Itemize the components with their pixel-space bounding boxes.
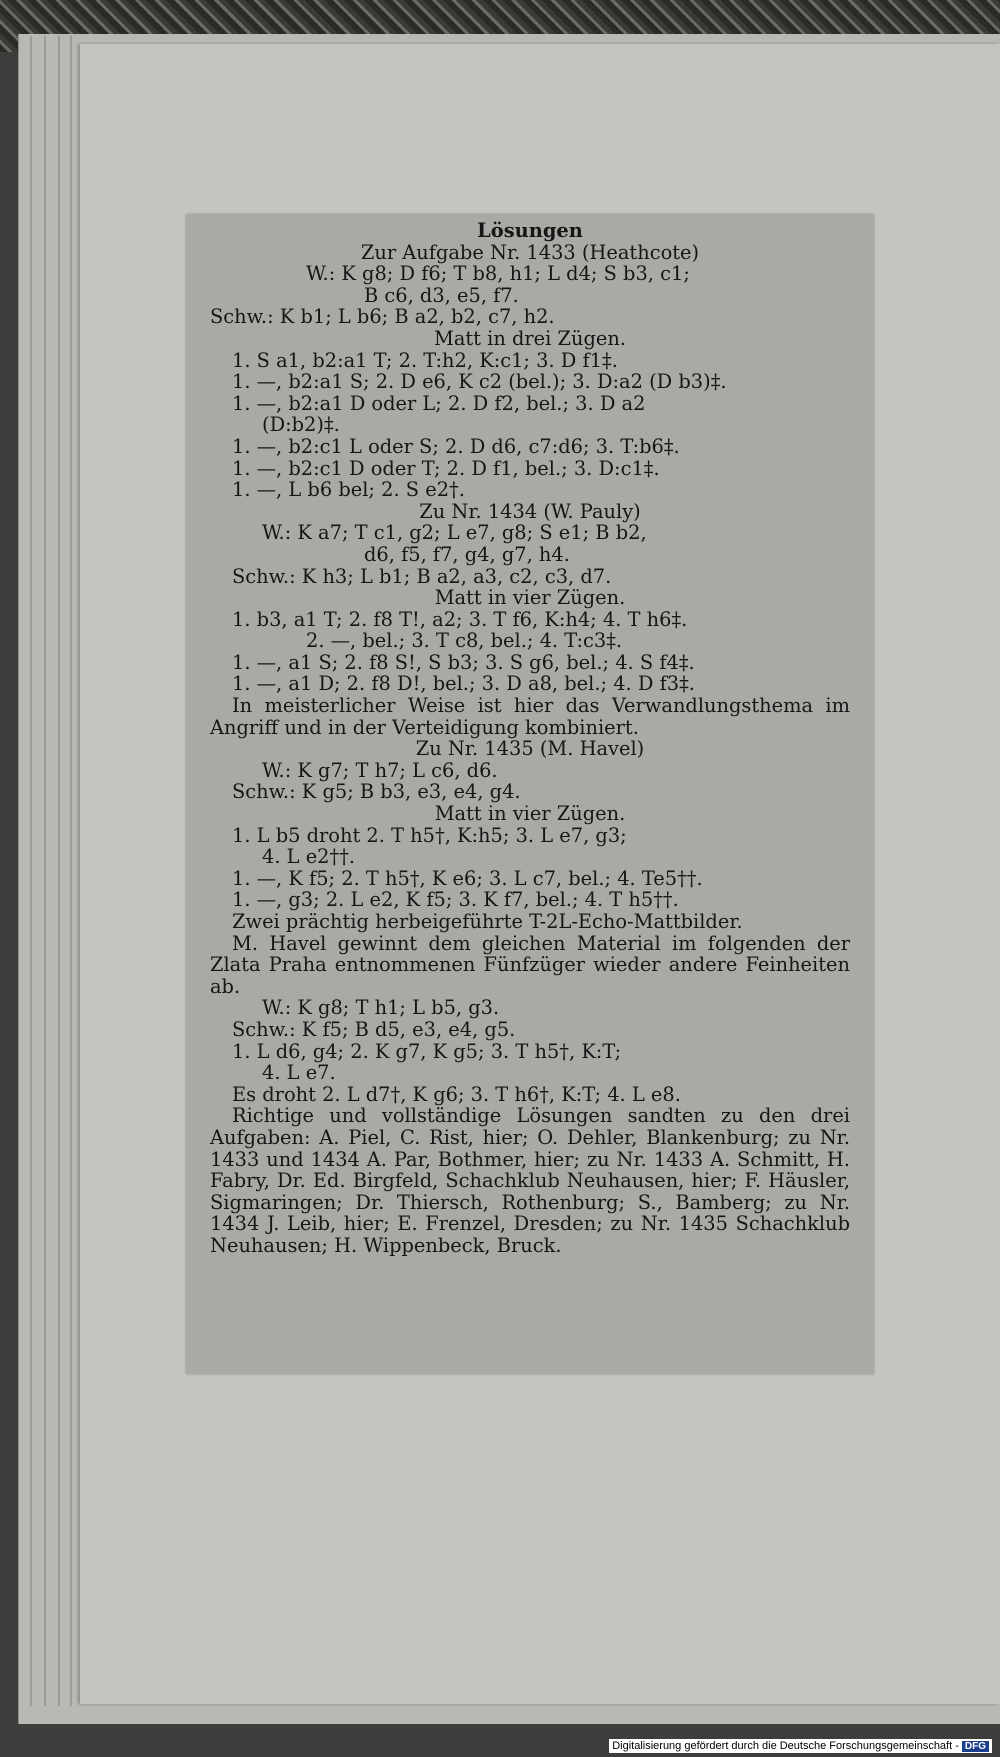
page-edge-line [70,36,72,1706]
problem-1433-task: Matt in drei Zügen. [433,326,627,350]
credit-text: Digitalisierung gefördert durch die Deutsche Forschungsgemeinschaft - [612,1740,959,1752]
page-edge-line [30,36,32,1706]
extra-problem-white: W.: K g8; T h1; L b5, g3. [262,996,500,1020]
problem-1434-black: Schw.: K h3; L b1; B a2, a3, c2, c3, d7. [232,564,612,588]
dfg-logo: DFG [962,1741,989,1752]
digitization-credit [609,1739,992,1753]
solution-line: 1. —, b2:c1 D oder T; 2. D f1, bel.; 3. D:c1‡. [232,456,660,480]
solution-line: 1. —, g3; 2. L e2, K f5; 3. K f7, bel.; 4. T h5††. [232,888,679,912]
solution-line: 2. —, bel.; 3. T c8, bel.; 4. T:c3‡. [306,629,623,653]
solution-line: 1. S a1, b2:a1 T; 2. T:h2, K:c1; 3. D f1‡. [232,348,618,372]
solution-line: 1. —, a1 D; 2. f8 D!, bel.; 3. D a8, bel.; 4. D f3‡. [232,672,695,696]
solution-line: 1. b3, a1 T; 2. f8 T!, a2; 3. T f6, K:h4; 4. T h6‡. [232,607,688,631]
solution-line: 1. L b5 droht 2. T h5†, K:h5; 3. L e7, g3; [232,823,627,847]
solvers-list: Richtige und vollständige Lösungen sandten zu den drei Aufgaben: A. Piel, C. Rist, hier; O. Dehler, Blankenburg; zu Nr. 1433 und 1434 A. Par, Bothmer, hier; zu Nr. 1433 A. Schmitt, H. Fabry, Dr. Ed. Birgfeld, Schachklub Neuhausen, hier; F. Häusler, Sigmaringen; Dr. Thiersch, Rothenburg; S., Bamberg; zu Nr. 1434 J. Leib, hier; E. Frenzel, Dresden; zu Nr. 1435 Schachklub Neuhausen; H. Wippenbeck, Bruck. [210,1104,850,1257]
problem-1434-white: W.: K a7; T c1, g2; L e7, g8; S e1; B b2, [262,521,647,545]
solution-line: 1. —, a1 S; 2. f8 S!, S b3; 3. S g6, bel.; 4. S f4‡. [232,650,695,674]
problem-1433-white: W.: K g8; D f6; T b8, h1; L d4; S b3, c1; [306,262,690,286]
solution-line: 1. —, b2:a1 S; 2. D e6, K c2 (bel.); 3. D:a2 (D b3)‡. [232,370,727,394]
problem-1435-comment: Zwei prächtig herbeigeführte T-2L-Echo-Mattbilder. [232,910,743,933]
solution-line: 1. L d6, g4; 2. K g7, K g5; 3. T h5†, K:T; [232,1039,622,1063]
solution-line: 1. —, b2:c1 L oder S; 2. D d6, c7:d6; 3. T:b6‡. [232,434,680,458]
problem-1433-white-pawns: B c6, d3, e5, f7. [364,283,519,307]
problem-1435-task: Matt in vier Zügen. [434,802,626,826]
page-edge-line [58,36,60,1706]
problem-1435-white: W.: K g7; T h7; L c6, d6. [262,758,498,782]
solution-line: 1. —, L b6 bel; 2. S e2†. [232,478,465,502]
problem-1435-followup: M. Havel gewinnt dem gleichen Material im folgenden der Zlata Praha entnommenen Fünfzüger wieder andere Feinheiten ab. [210,931,850,998]
problem-1434-title: Zu Nr. 1434 (W. Pauly) [419,499,641,523]
solution-line: Es droht 2. L d7†, K g6; 3. T h6†, K:T; 4. L e8. [232,1082,681,1106]
problem-1435-title: Zu Nr. 1435 (M. Havel) [415,737,645,761]
clipping-heading: Lösungen [477,219,583,242]
problem-1433-title: Zur Aufgabe Nr. 1433 (Heathcote) [360,240,700,264]
solution-line: 1. —, K f5; 2. T h5†, K e6; 3. L c7, bel.; 4. Te5††. [232,866,703,890]
problem-1435-black: Schw.: K g5; B b3, e3, e4, g4. [232,780,521,804]
page-edge-line [44,36,46,1706]
solution-line: 4. L e7. [262,1061,336,1085]
problem-1434-comment: In meisterlicher Weise ist hier das Verwandlungsthema im Angriff und in der Verteidigung kombiniert. [210,694,850,739]
solution-line: 4. L e2††. [262,845,356,869]
newspaper-clipping [186,214,874,1374]
problem-1434-task: Matt in vier Zügen. [434,586,626,610]
solution-line: (D:b2)‡. [262,413,340,437]
problem-1433-black: Schw.: K b1; L b6; B a2, b2, c7, h2. [210,305,555,329]
problem-1434-white-pawns: d6, f5, f7, g4, g7, h4. [364,542,570,566]
solution-line: 1. —, b2:a1 D oder L; 2. D f2, bel.; 3. D a2 [232,391,646,415]
extra-problem-black: Schw.: K f5; B d5, e3, e4, g5. [232,1017,516,1041]
